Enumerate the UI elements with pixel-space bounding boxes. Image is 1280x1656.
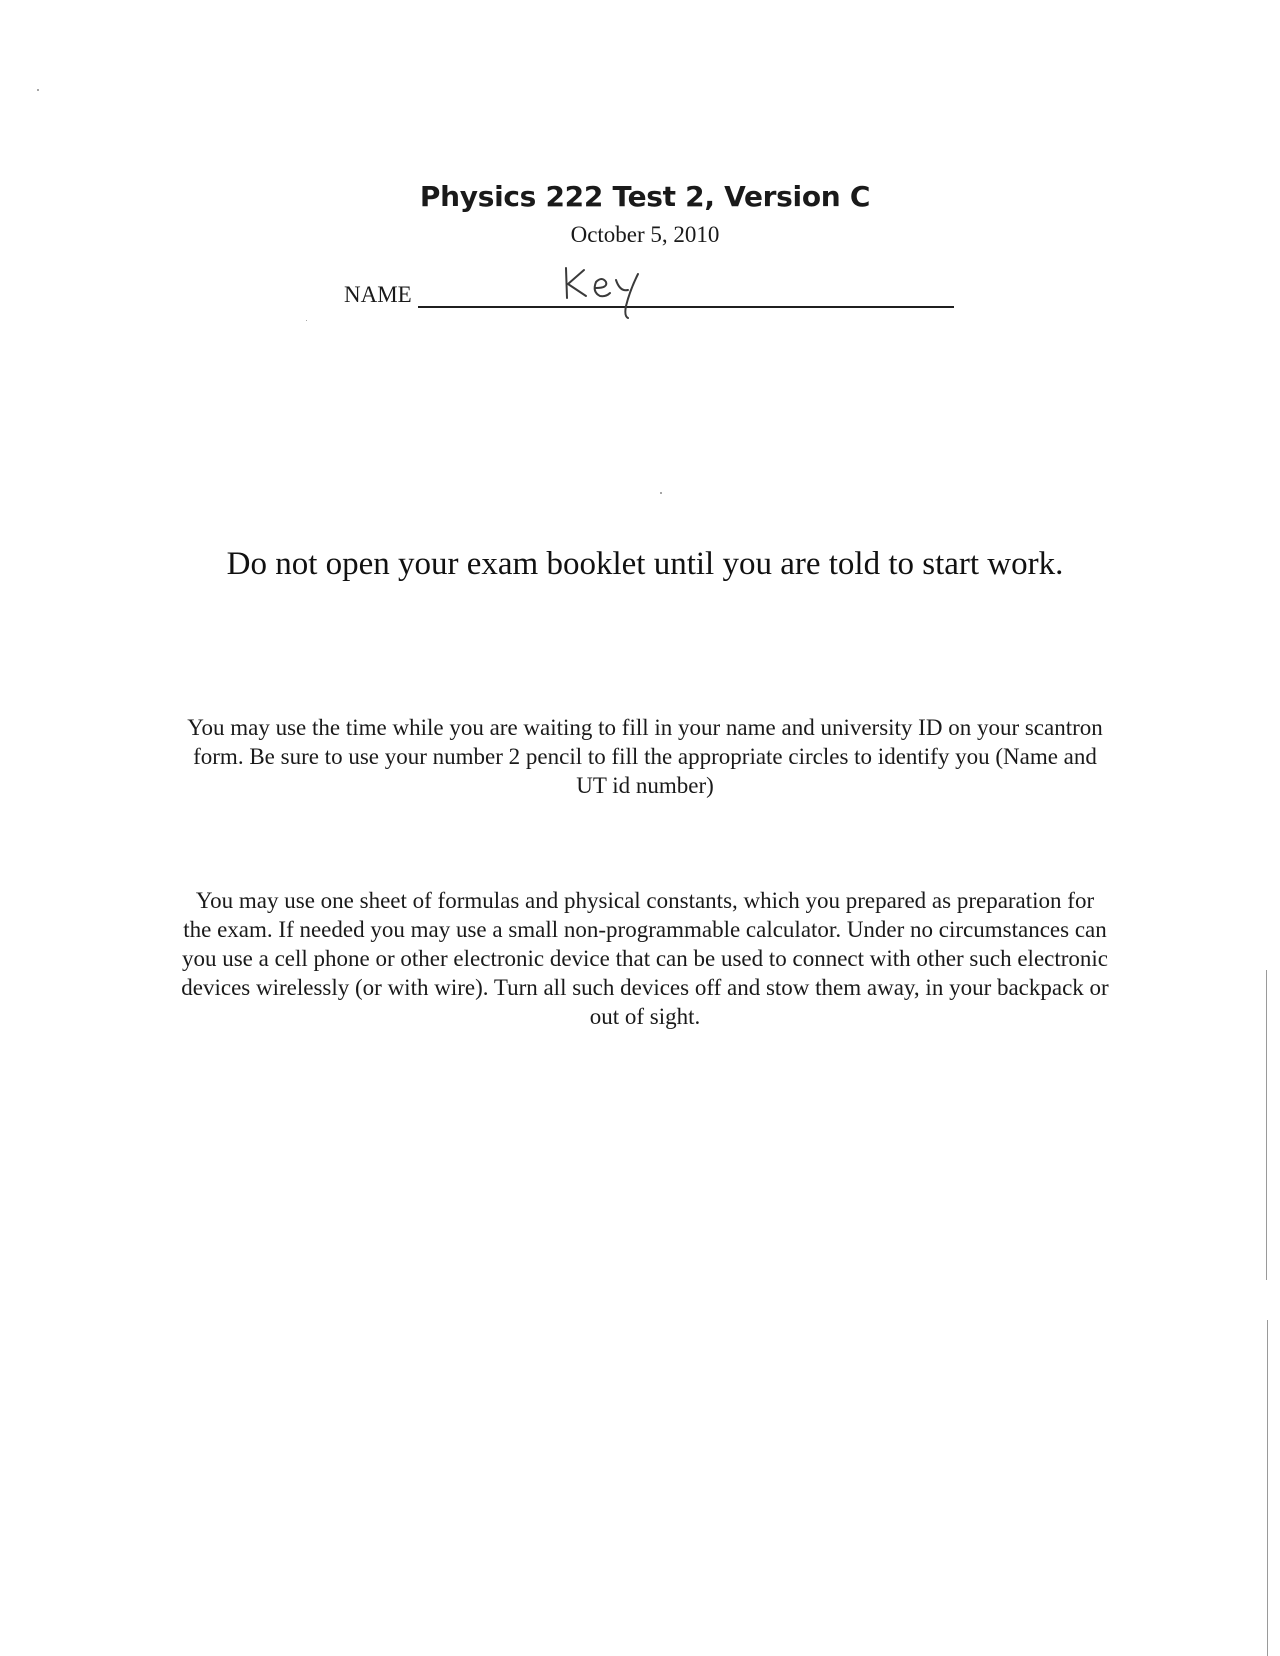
handwritten-name-key <box>556 260 666 324</box>
main-instruction: Do not open your exam booklet until you are told to start work. <box>226 546 1064 582</box>
exam-date: October 5, 2010 <box>570 222 720 247</box>
name-underline <box>418 306 954 308</box>
materials-policy: You may use one sheet of formulas and physical constants, which you prepared as preparation for the exam. If needed you may use a small non-programmable calculator. Under no circumstances can you use a cell phone or other electronic device that can be used to connect with other such electronic devices wirelessly (or with wire). Turn all such devices off and stow them away, in your backpack or out of sight. <box>181 888 1109 1029</box>
name-field <box>344 262 954 312</box>
scan-speck <box>306 320 307 321</box>
scan-speck <box>660 492 662 494</box>
scan-speck <box>37 89 39 91</box>
scan-edge-mark <box>1266 970 1267 1280</box>
name-label: NAME <box>344 282 412 307</box>
scan-edge-mark <box>1267 1320 1268 1656</box>
scantron-instructions: You may use the time while you are waiting to fill in your name and university ID on your scantron form. Be sure to use your number 2 pencil to fill the appropriate circles to identify you (Name and UT id number) <box>187 715 1103 798</box>
exam-title: Physics 222 Test 2, Version C <box>419 180 871 213</box>
